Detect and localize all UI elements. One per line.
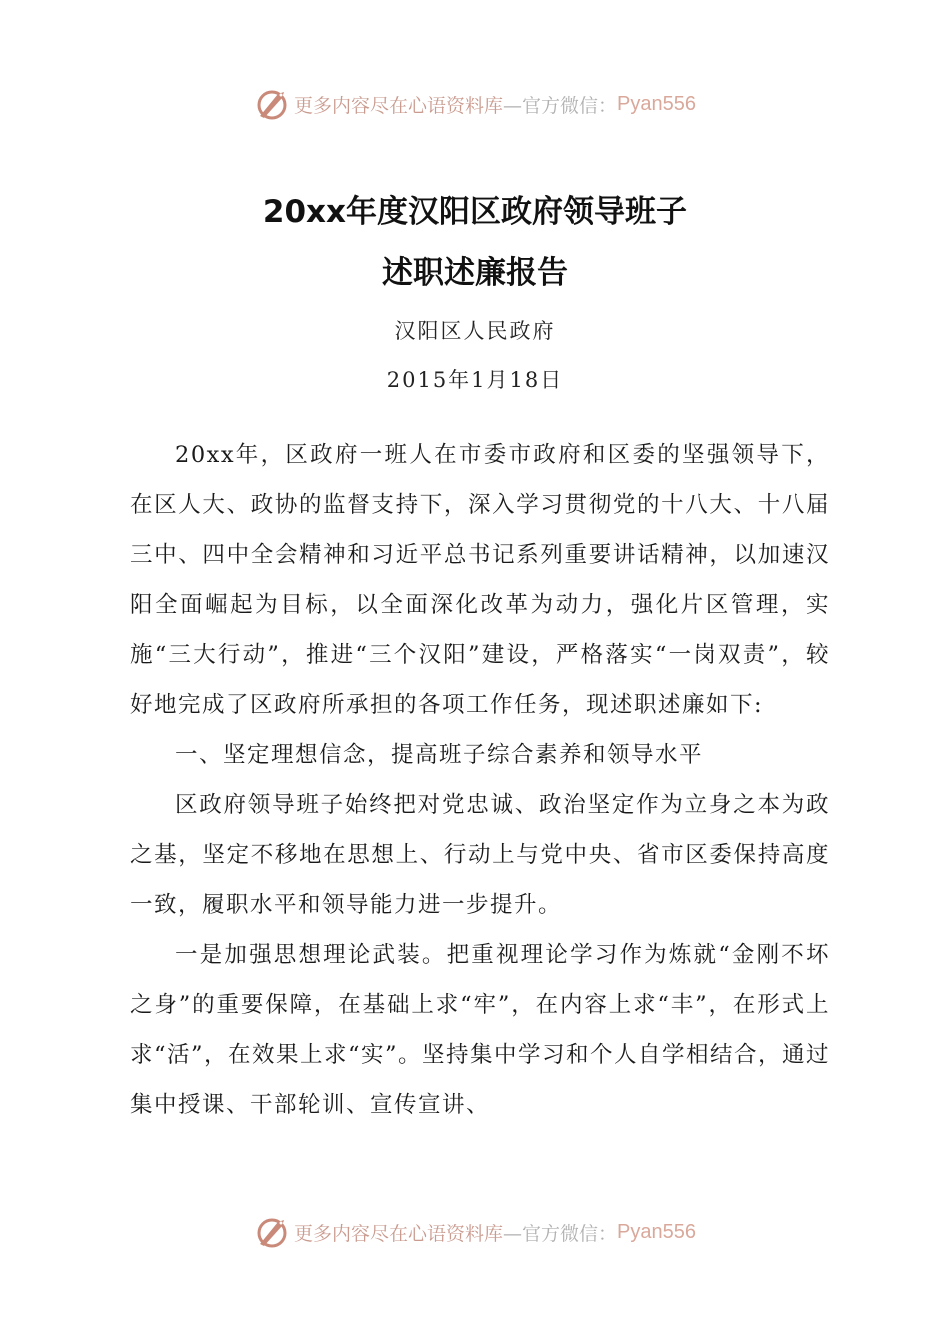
pen-nib-circle-icon (254, 1214, 290, 1250)
section-heading-1: 一、坚定理想信念，提高班子综合素养和领导水平 (175, 742, 704, 768)
watermark-banner-bottom (0, 1212, 950, 1252)
watermark-contact-text: —官方微信： (503, 1222, 618, 1245)
watermark-wechat-id: Pyan556 (617, 92, 696, 115)
paragraph-point-1: 一是加强思想理论武装。把重视理论学习作为炼就“金刚不坏之身”的重要保障，在基础上求“牢”，在内容上求“丰”，在形式上求“活”，在效果上求“实”。坚持集中学习和个人自学相结合，通过集中授课、干部轮训、宣传宣讲、 (130, 942, 831, 1118)
watermark-banner-top (0, 84, 950, 124)
document-title-line2: 述职述廉报告 (382, 255, 568, 291)
document-date: 2015年1月18日 (386, 368, 564, 392)
document-title-line1: 20xx年度汉阳区政府领导班子 (262, 194, 688, 230)
paragraph-intro: 20xx年，区政府一班人在市委市政府和区委的坚强领导下，在区人大、政协的监督支持下，深入学习贯彻党的十八大、十八届三中、四中全会精神和习近平总书记系列重要讲话精神，以加速汉阳全面崛起为目标，以全面深化改革为动力，强化片区管理，实施“三大行动”，推进“三个汉阳”建设，严格落实“一岗双责”，较好地完成了区政府所承担的各项工作任务，现述职述廉如下: (130, 442, 830, 718)
watermark-contact-text: —官方微信： (503, 94, 618, 117)
document-body (130, 430, 830, 1130)
document-organization: 汉阳区人民政府 (394, 319, 556, 343)
watermark-wechat-id: Pyan556 (617, 1220, 696, 1243)
watermark-brand-text: 更多内容尽在心语资料库 (294, 1222, 504, 1245)
paragraph-section-1: 区政府领导班子始终把对党忠诚、政治坚定作为立身之本为政之基，坚定不移地在思想上、行动上与党中央、省市区委保持高度一致，履职水平和领导能力进一步提升。 (130, 792, 830, 918)
watermark-brand-text: 更多内容尽在心语资料库 (294, 94, 504, 117)
pen-nib-circle-icon (254, 86, 290, 122)
